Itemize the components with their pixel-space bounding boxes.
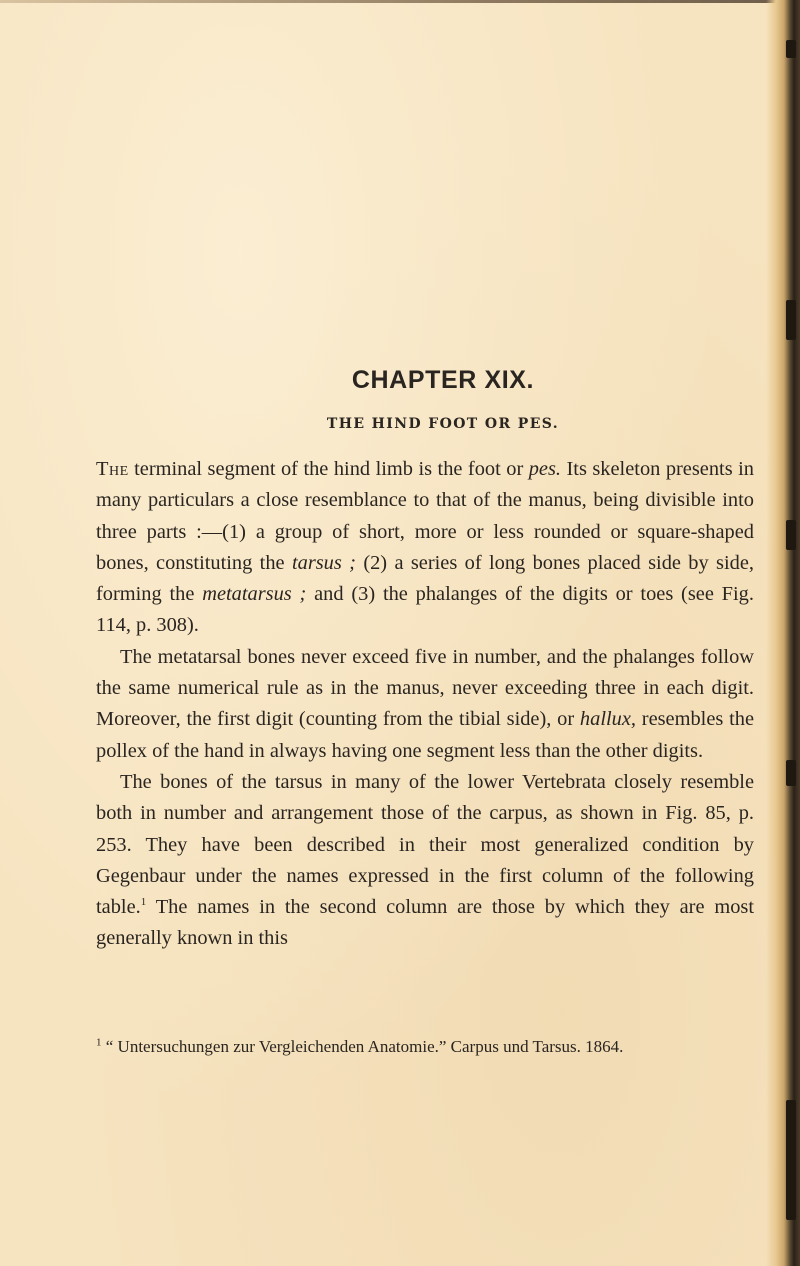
edge-mark xyxy=(786,300,796,340)
body-text xyxy=(96,454,754,955)
italic-term: metatarsus ; xyxy=(202,583,307,606)
italic-term: hallux, xyxy=(579,708,636,731)
footnote-marker: 1 xyxy=(96,1036,102,1049)
section-title: THE HIND FOOT OR PES. xyxy=(326,416,560,432)
paragraph: The bones of the tarsus in many of the lower Vertebrata closely resemble both in number and arrangement those of the carpus, as shown in Fig. 85, p. 253. They have been described in their most generalized condition by Gegenbaur under the names expressed in the first column of the following table.$^1$ The names in the second column are those by which they are most generally known in this xyxy=(96,770,754,950)
paragraph: The metatarsal bones never exceed five in number, and the phalanges follow the same numerical rule as in the manus, never exceeding three in each digit. Moreover, the first digit (counting from the tibial side), or hallux, resembles the pollex of the hand in always having one segment less than the other digits. xyxy=(96,645,754,762)
edge-mark xyxy=(786,760,796,786)
italic-term: pes. xyxy=(528,458,562,480)
footnote xyxy=(96,1034,754,1060)
edge-mark xyxy=(786,1100,796,1220)
page-right-edge xyxy=(766,0,800,1266)
edge-mark xyxy=(786,40,796,58)
page-content xyxy=(96,362,754,955)
page-top-edge xyxy=(0,0,800,3)
italic-term: tarsus ; xyxy=(291,551,356,574)
lead-word: The xyxy=(96,458,129,480)
footnote-reference[interactable]: 1 xyxy=(140,896,147,909)
paragraph: The terminal segment of the hind limb is the foot or pes. Its skeleton presents in many particulars a close resemblance to that of the manus, being divisible into three parts :—(1) a group of short, more or less rounded or square-shaped bones, constituting the tarsus ; (2) a series of long bones placed side by side, forming the metatarsus ; and (3) the phalanges of the digits or toes (see Fig. 114, p. 308). xyxy=(96,458,754,637)
edge-mark xyxy=(786,520,796,550)
footnote-text: “ Untersuchungen zur Vergleichenden Anatomie.” Carpus und Tarsus. 1864. xyxy=(101,1037,624,1056)
chapter-title: CHAPTER XIX. xyxy=(351,366,535,394)
